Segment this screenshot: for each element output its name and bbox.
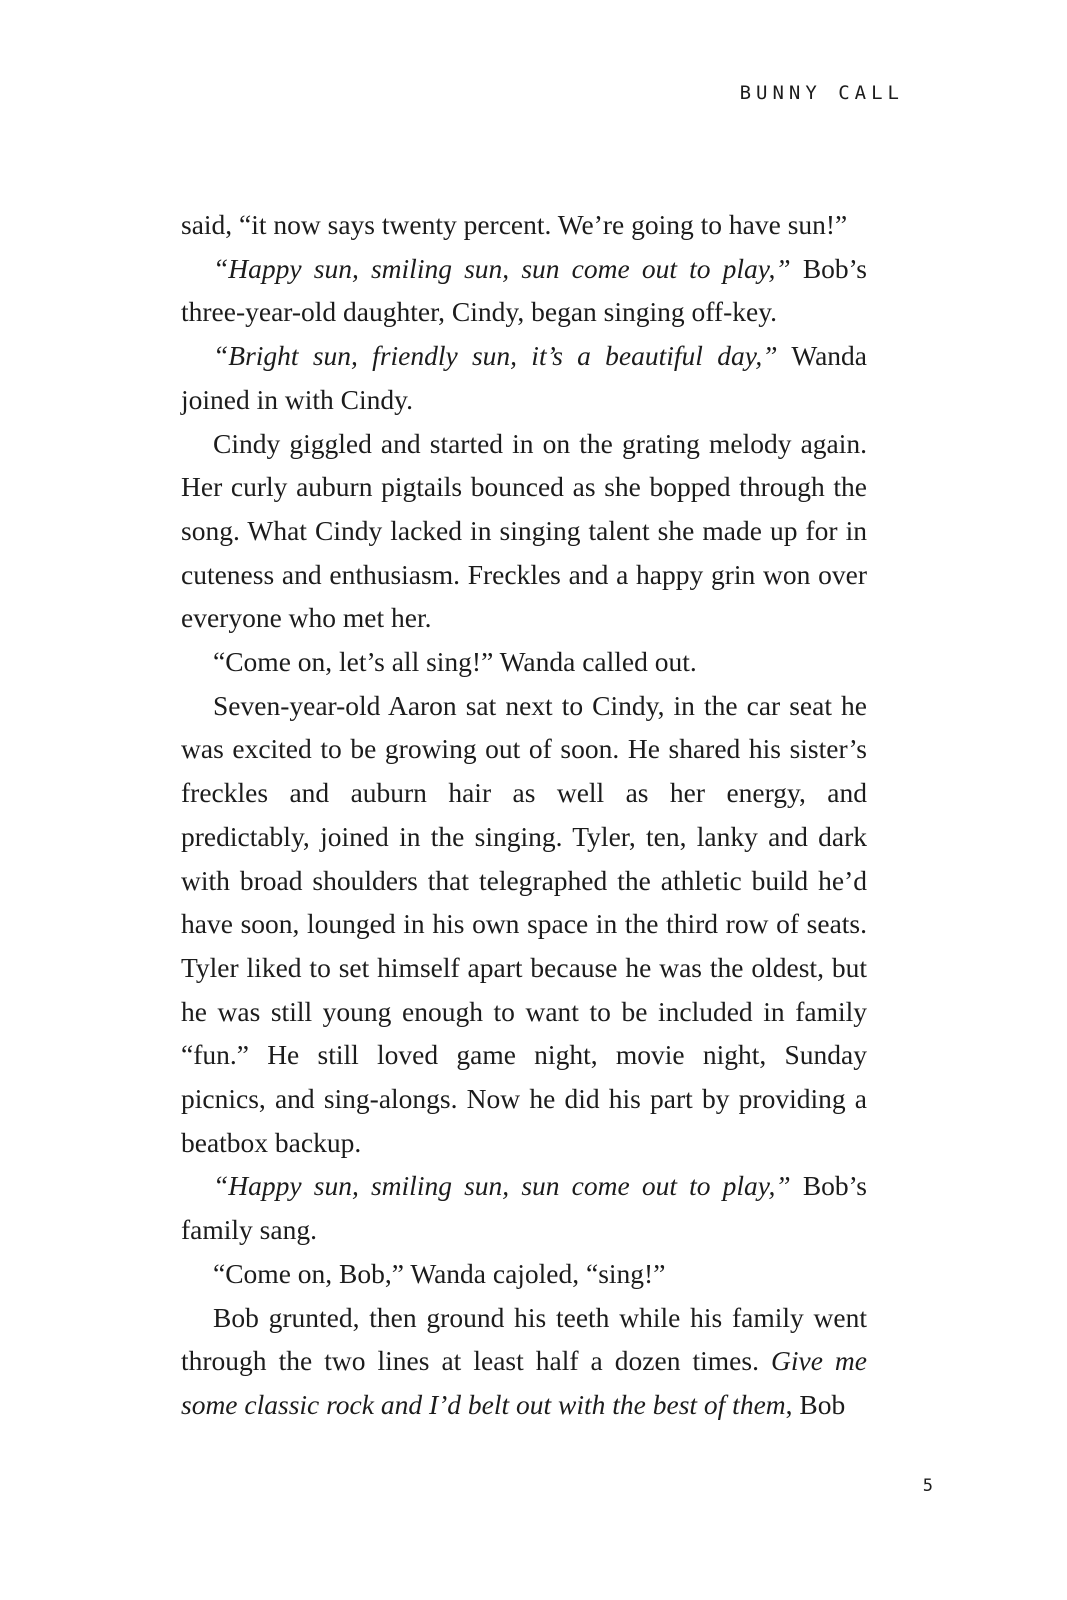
text-run: “Come on, Bob,” Wanda cajoled, “sing!” bbox=[213, 1257, 666, 1289]
text-run: said, “it now says twenty percent. We’re going to have sun!” bbox=[181, 209, 848, 240]
text-run: Seven-year-old Aaron sat next to Cindy, in the car seat he was excited to be growing out of soon. He shared his sister’s freckles and auburn hair as well as her energy, and predictably, joined in the singing. Tyler, ten, lanky and dark with broad shoulders that telegraphed the athletic build he’d have soon, lounged in his own space in the third row of seats. Tyler liked to set himself apart because he was the oldest, but he was still young enough to want to be included in family “fun.” He still loved game night, movie night, Sunday picnics, and sing-alongs. Now he did his part by providing a beatbox backup. bbox=[181, 689, 867, 1158]
text-run: Cindy giggled and started in on the grating melody again. Her curly auburn pigtails bounced as she bopped through the song. What Cindy lacked in singing talent she made up for in cuteness and enthusiasm. Freckles and a happy grin won over everyone who met her. bbox=[181, 427, 867, 634]
italic-text-run: “Happy sun, smiling sun, sun come out to play,” bbox=[213, 1170, 791, 1202]
paragraph bbox=[181, 203, 867, 247]
paragraph bbox=[181, 640, 867, 684]
text-run: Wanda joined in with Cindy. bbox=[181, 340, 868, 415]
body-text bbox=[181, 203, 867, 1427]
paragraph bbox=[181, 1164, 867, 1251]
text-run: Bob’s three-year-old daughter, Cindy, began singing off-key. bbox=[181, 252, 868, 328]
running-head: BUNNY CALL bbox=[739, 82, 904, 104]
text-run: Bob grunted, then ground his teeth while his family went through the two lines at least half a dozen times. bbox=[181, 1301, 867, 1377]
paragraph bbox=[181, 422, 867, 641]
paragraph bbox=[181, 247, 867, 334]
page-number: 5 bbox=[922, 1476, 933, 1496]
text-run: Bob’s family sang. bbox=[181, 1170, 868, 1246]
paragraph bbox=[181, 1296, 867, 1427]
italic-text-run: “Bright sun, friendly sun, it’s a beautiful day,” bbox=[213, 340, 778, 372]
text-run: , Bob bbox=[785, 1388, 846, 1420]
text-run: “Come on, let’s all sing!” Wanda called out. bbox=[213, 646, 697, 678]
paragraph bbox=[181, 1252, 867, 1296]
italic-text-run: Give me some classic rock and I’d belt out with the best of them bbox=[181, 1345, 867, 1420]
paragraph bbox=[181, 684, 867, 1165]
paragraph bbox=[181, 334, 867, 421]
italic-text-run: “Happy sun, smiling sun, sun come out to play,” bbox=[213, 252, 791, 284]
